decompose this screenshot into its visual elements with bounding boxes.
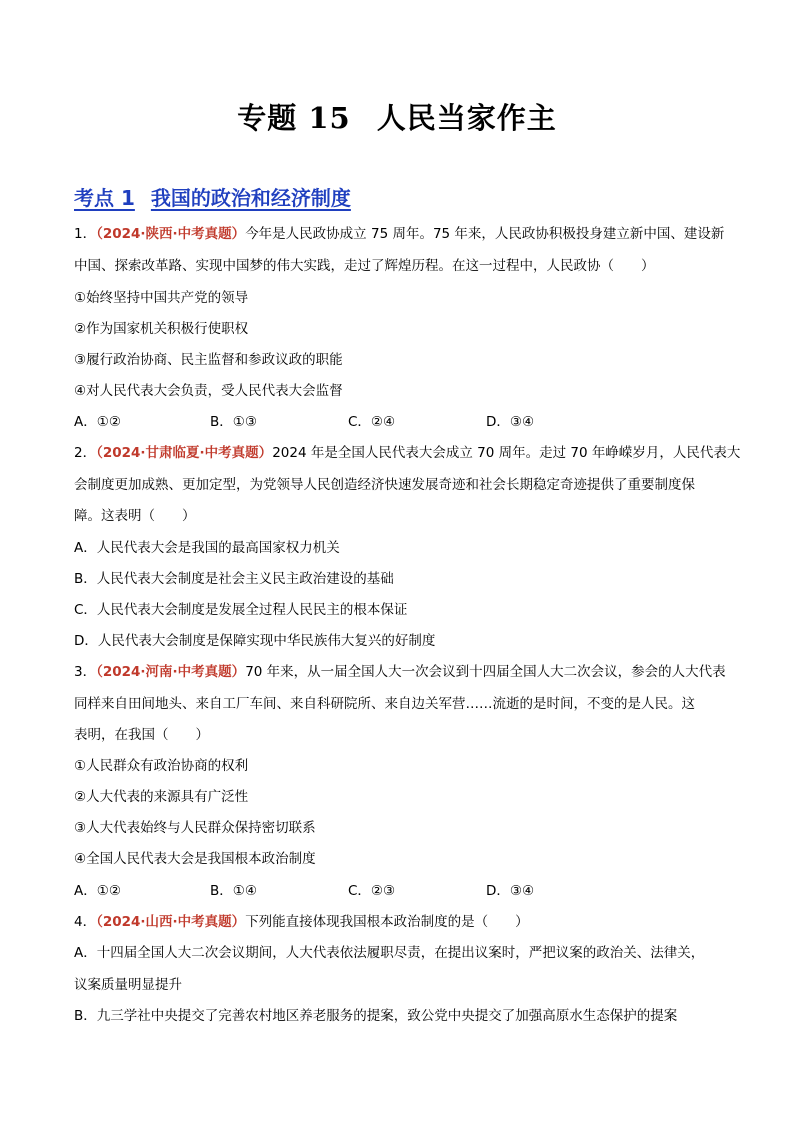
title-prefix: 专题 15 (237, 101, 351, 135)
q1-option-a[interactable]: A．①② (74, 414, 121, 430)
q2-stem-1: 2024 年是全国人民代表大会成立 70 周年。走过 70 年峥嵘岁月，人民代表大 (272, 445, 741, 461)
page-title (0, 96, 794, 137)
q4-source: （2024·山西·中考真题） (96, 914, 246, 930)
q1-item-3: ③履行政治协商、民主监督和参政议政的职能 (74, 352, 343, 368)
q2-option-b[interactable]: B．人民代表大会制度是社会主义民主政治建设的基础 (74, 571, 394, 587)
q4-option-a-line-2[interactable]: 议案质量明显提升 (74, 977, 182, 993)
q1-item-2: ②作为国家机关积极行使职权 (74, 321, 249, 337)
q3-option-b[interactable]: B．①④ (210, 883, 257, 899)
q1-source: （2024·陕西·中考真题） (96, 226, 246, 242)
q2-number: 2． (74, 445, 97, 461)
q3-option-d[interactable]: D．③④ (486, 883, 535, 899)
section-heading (74, 182, 351, 211)
q1-stem-line-1 (74, 224, 734, 244)
q2-source: （2024·甘肃临夏·中考真题） (96, 445, 273, 461)
q3-stem-1: 70 年来，从一届全国人大一次会议到十四届全国人大二次会议，参会的人大代表 (245, 664, 726, 680)
q3-stem-line-3: 表明，在我国（ ） (74, 727, 209, 743)
q1-option-d[interactable]: D．③④ (486, 414, 535, 430)
q3-source: （2024·河南·中考真题） (96, 664, 246, 680)
q3-number: 3． (74, 664, 97, 680)
section-main: 我国的政治和经济制度 (150, 186, 351, 210)
q1-option-b[interactable]: B．①③ (210, 414, 257, 430)
q3-stem-line-1 (74, 662, 734, 682)
title-main: 人民当家作主 (376, 101, 557, 135)
q2-option-d[interactable]: D．人民代表大会制度是保障实现中华民族伟大复兴的好制度 (74, 633, 436, 649)
q4-stem-1: 下列能直接体现我国根本政治制度的是（ ） (245, 914, 529, 930)
q4-number: 4． (74, 914, 97, 930)
q3-option-c[interactable]: C．②③ (348, 883, 396, 899)
q3-item-2: ②人大代表的来源具有广泛性 (74, 789, 249, 805)
q3-item-1: ①人民群众有政治协商的权利 (74, 758, 249, 774)
q1-item-1: ①始终坚持中国共产党的领导 (74, 290, 249, 306)
q1-option-c[interactable]: C．②④ (348, 414, 396, 430)
section-prefix: 考点 1 (74, 186, 135, 210)
q2-option-c[interactable]: C．人民代表大会制度是发展全过程人民民主的根本保证 (74, 602, 408, 618)
q1-stem-1: 今年是人民政协成立 75 周年。75 年来，人民政协积极投身建立新中国、建设新 (245, 226, 725, 242)
q1-number: 1． (74, 226, 97, 242)
q1-item-4: ④对人民代表大会负责，受人民代表大会监督 (74, 383, 343, 399)
q3-item-4: ④全国人民代表大会是我国根本政治制度 (74, 851, 316, 867)
q3-options (74, 881, 734, 901)
q3-stem-line-2: 同样来自田间地头、来自工厂车间、来自科研院所、来自边关军营……流逝的是时间，不变的是人民。这 (74, 696, 695, 712)
q2-stem-line-1 (74, 443, 741, 463)
q1-stem-line-2: 中国、探索改革路、实现中国梦的伟大实践，走过了辉煌历程。在这一过程中，人民政协（ ） (74, 258, 655, 274)
q3-item-3: ③人大代表始终与人民群众保持密切联系 (74, 820, 316, 836)
q1-options (74, 412, 734, 432)
q2-stem-line-2: 会制度更加成熟、更加定型，为党领导人民创造经济快速发展奇迹和社会长期稳定奇迹提供了重要制度保 (74, 477, 695, 493)
q4-stem-line-1 (74, 912, 734, 932)
q4-option-b[interactable]: B．九三学社中央提交了完善农村地区养老服务的提案，致公党中央提交了加强高原水生态保护的提案 (74, 1008, 678, 1024)
q2-option-a[interactable]: A．人民代表大会是我国的最高国家权力机关 (74, 540, 340, 556)
q4-option-a-line-1[interactable]: A．十四届全国人大二次会议期间，人大代表依法履职尽责，在提出议案时，严把议案的政治关、法律关， (74, 945, 705, 961)
q2-stem-line-3: 障。这表明（ ） (74, 508, 196, 524)
q3-option-a[interactable]: A．①② (74, 883, 121, 899)
